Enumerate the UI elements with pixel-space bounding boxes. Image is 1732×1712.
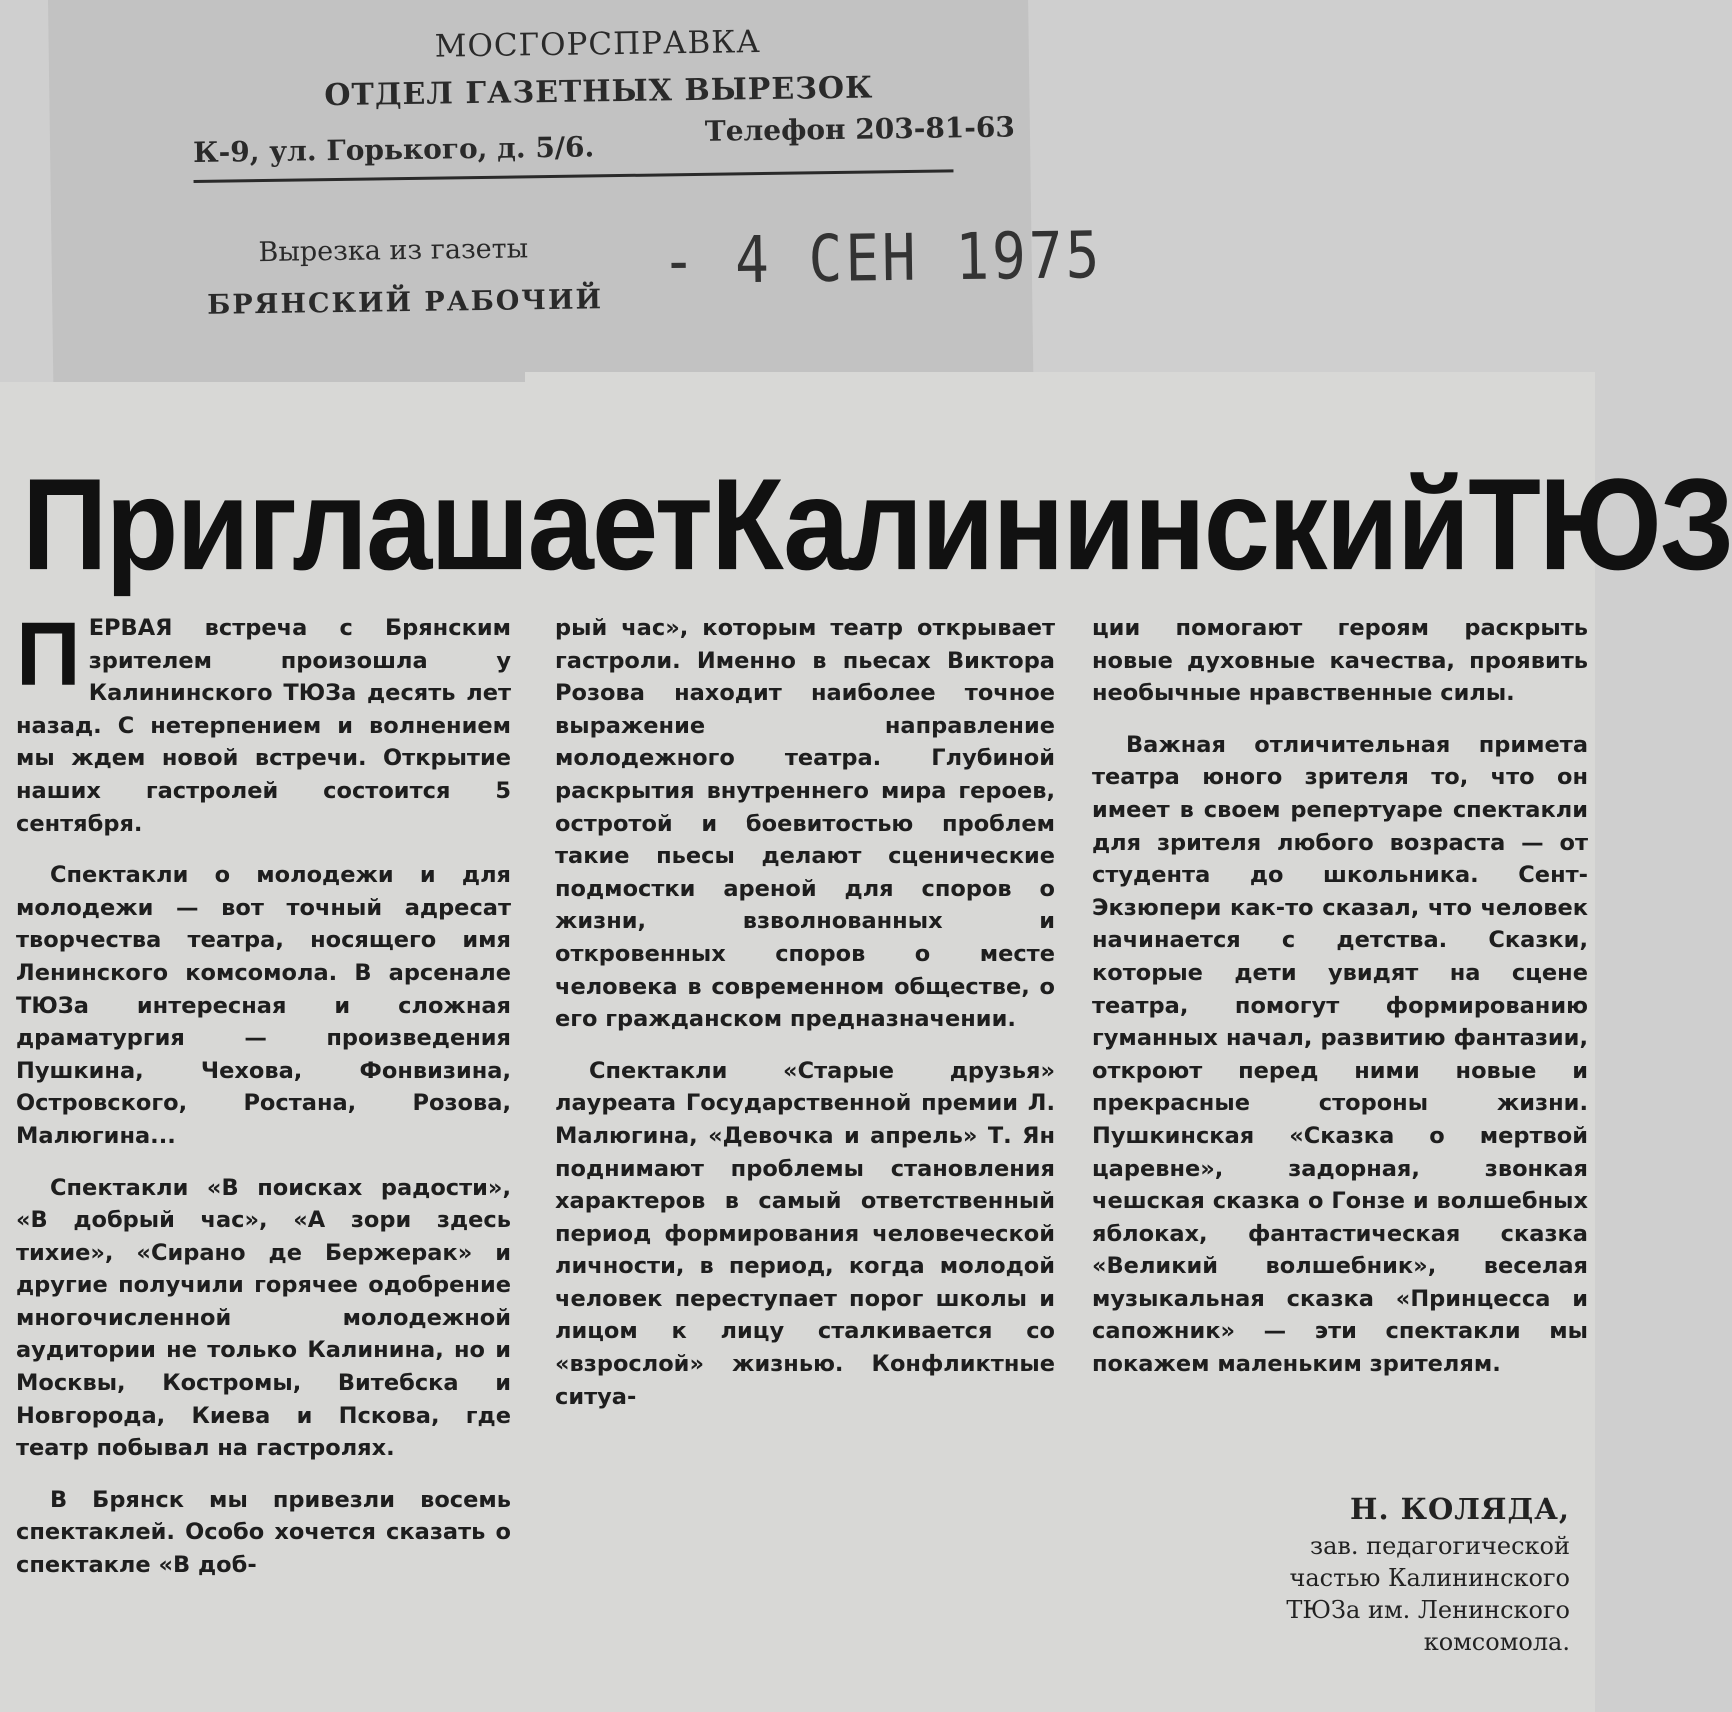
article-column-1 (16, 605, 511, 1601)
author-position (1180, 1530, 1570, 1658)
stamp-phone: Телефон 203-81-63 (704, 110, 1016, 148)
paragraph: Спектакли «В поисках радости», «В добрый час», «А зори здесь тихие», «Сирано де Бержерак» и другие получили горячее одобрение многочисленной молодежной аудитории не только Калинина, но и Москвы, Костромы, Витебска и Новгорода, Киева и Пскова, где театр побывал на гастролях. (16, 1174, 511, 1462)
stamp-date: - 4 СЕН 1975 (661, 218, 1103, 300)
stamp-department: ОТДЕЛ ГАЗЕТНЫХ ВЫРЕЗОК (324, 70, 874, 114)
headline-word-3: ТЮЗ (1468, 452, 1732, 598)
drop-cap: П (16, 605, 81, 705)
headline-word-1: Приглашает (22, 452, 712, 598)
author-position-line: ТЮЗа им. Ленинского (1286, 1596, 1570, 1624)
stamp-divider (194, 169, 954, 183)
article-headline (22, 452, 1732, 598)
author-position-line: зав. педагогической (1309, 1532, 1570, 1560)
paragraph-text: ЕРВАЯ встреча с Брянским зрителем произошла у Калининского ТЮЗа десять лет назад. С нетерпением и волнением мы ждем новой встречи. Открытие наших гастролей состоится 5 сентября. (16, 615, 511, 837)
paragraph: рый час», которым театр открывает гастроли. Именно в пьесах Виктора Розова находит наиболее точное выражение направление молодежного театра. Глубиной раскрытия внутреннего мира героев, остротой и боевитостью проблем такие пьесы делают сценические подмостки ареной для споров о жизни, взволнованных и откровенных споров о месте человека в современном обществе, о его гражданском предназначении. (555, 615, 1055, 1033)
paragraph (16, 605, 511, 840)
paragraph: В Брянск мы привезли восемь спектаклей. Особо хочется сказать о спектакле «В доб- (16, 1486, 511, 1579)
author-position-line: частью Калининского (1289, 1564, 1570, 1592)
stamp-newspaper-name: БРЯНСКИЙ РАБОЧИЙ (207, 284, 604, 321)
article-column-2 (555, 612, 1055, 1432)
author-position-line: комсомола. (1423, 1628, 1570, 1656)
stamp-clipping-from: Вырезка из газеты (258, 233, 529, 269)
paragraph: Важная отличительная примета театра юного зрителя то, что он имеет в своем репертуаре спектакли для зрителя любого возраста — от студента до школьника. Сент-Экзюпери как-то сказал, что человек начинается с детства. Сказки, которые дети увидят на сцене театра, помогут формированию гуманных начал, развитию фантазии, откроют перед ними новые и прекрасные стороны жизни. Пушкинская «Сказка о мертвой царевне», задорная, звонкая чешская сказка о Гонзе и волшебных яблоках, фантастическая сказка «Великий волшебник», веселая музыкальная сказка «Принцесса и сапожник» — эти спектакли мы покажем маленьким зрителям. (1092, 731, 1588, 1378)
paragraph: Спектакли о молодежи и для молодежи — вот точный адресат творчества театра, носящего имя Ленинского комсомола. В арсенале ТЮЗа интересная и сложная драматургия — произведения Пушкина, Чехова, Фонвизина, Островского, Ростана, Розова, Малюгина... (16, 862, 511, 1149)
paragraph: Спектакли «Старые друзья» лауреата Государственной премии Л. Малюгина, «Девочка и апрель» Т. Ян поднимают проблемы становления характеров в самый ответственный период формирования человеческой личности, в период, когда молодой человек переступает порог школы и лицом к лицу сталкивается со «взрослой» жизнью. Конфликтные ситуа- (555, 1057, 1055, 1410)
author-signature (1180, 1492, 1570, 1658)
article-column-3 (1092, 612, 1588, 1400)
stamp-address: К-9, ул. Горького, д. 5/6. (192, 130, 595, 169)
paragraph: ции помогают героям раскрыть новые духовные качества, проявить необычные нравственные силы. (1092, 615, 1588, 707)
author-name: Н. КОЛЯДА, (1350, 1492, 1570, 1526)
stamp-organization: МОСГОРСПРАВКА (434, 24, 761, 65)
headline-word-2: Калининский (711, 452, 1469, 598)
